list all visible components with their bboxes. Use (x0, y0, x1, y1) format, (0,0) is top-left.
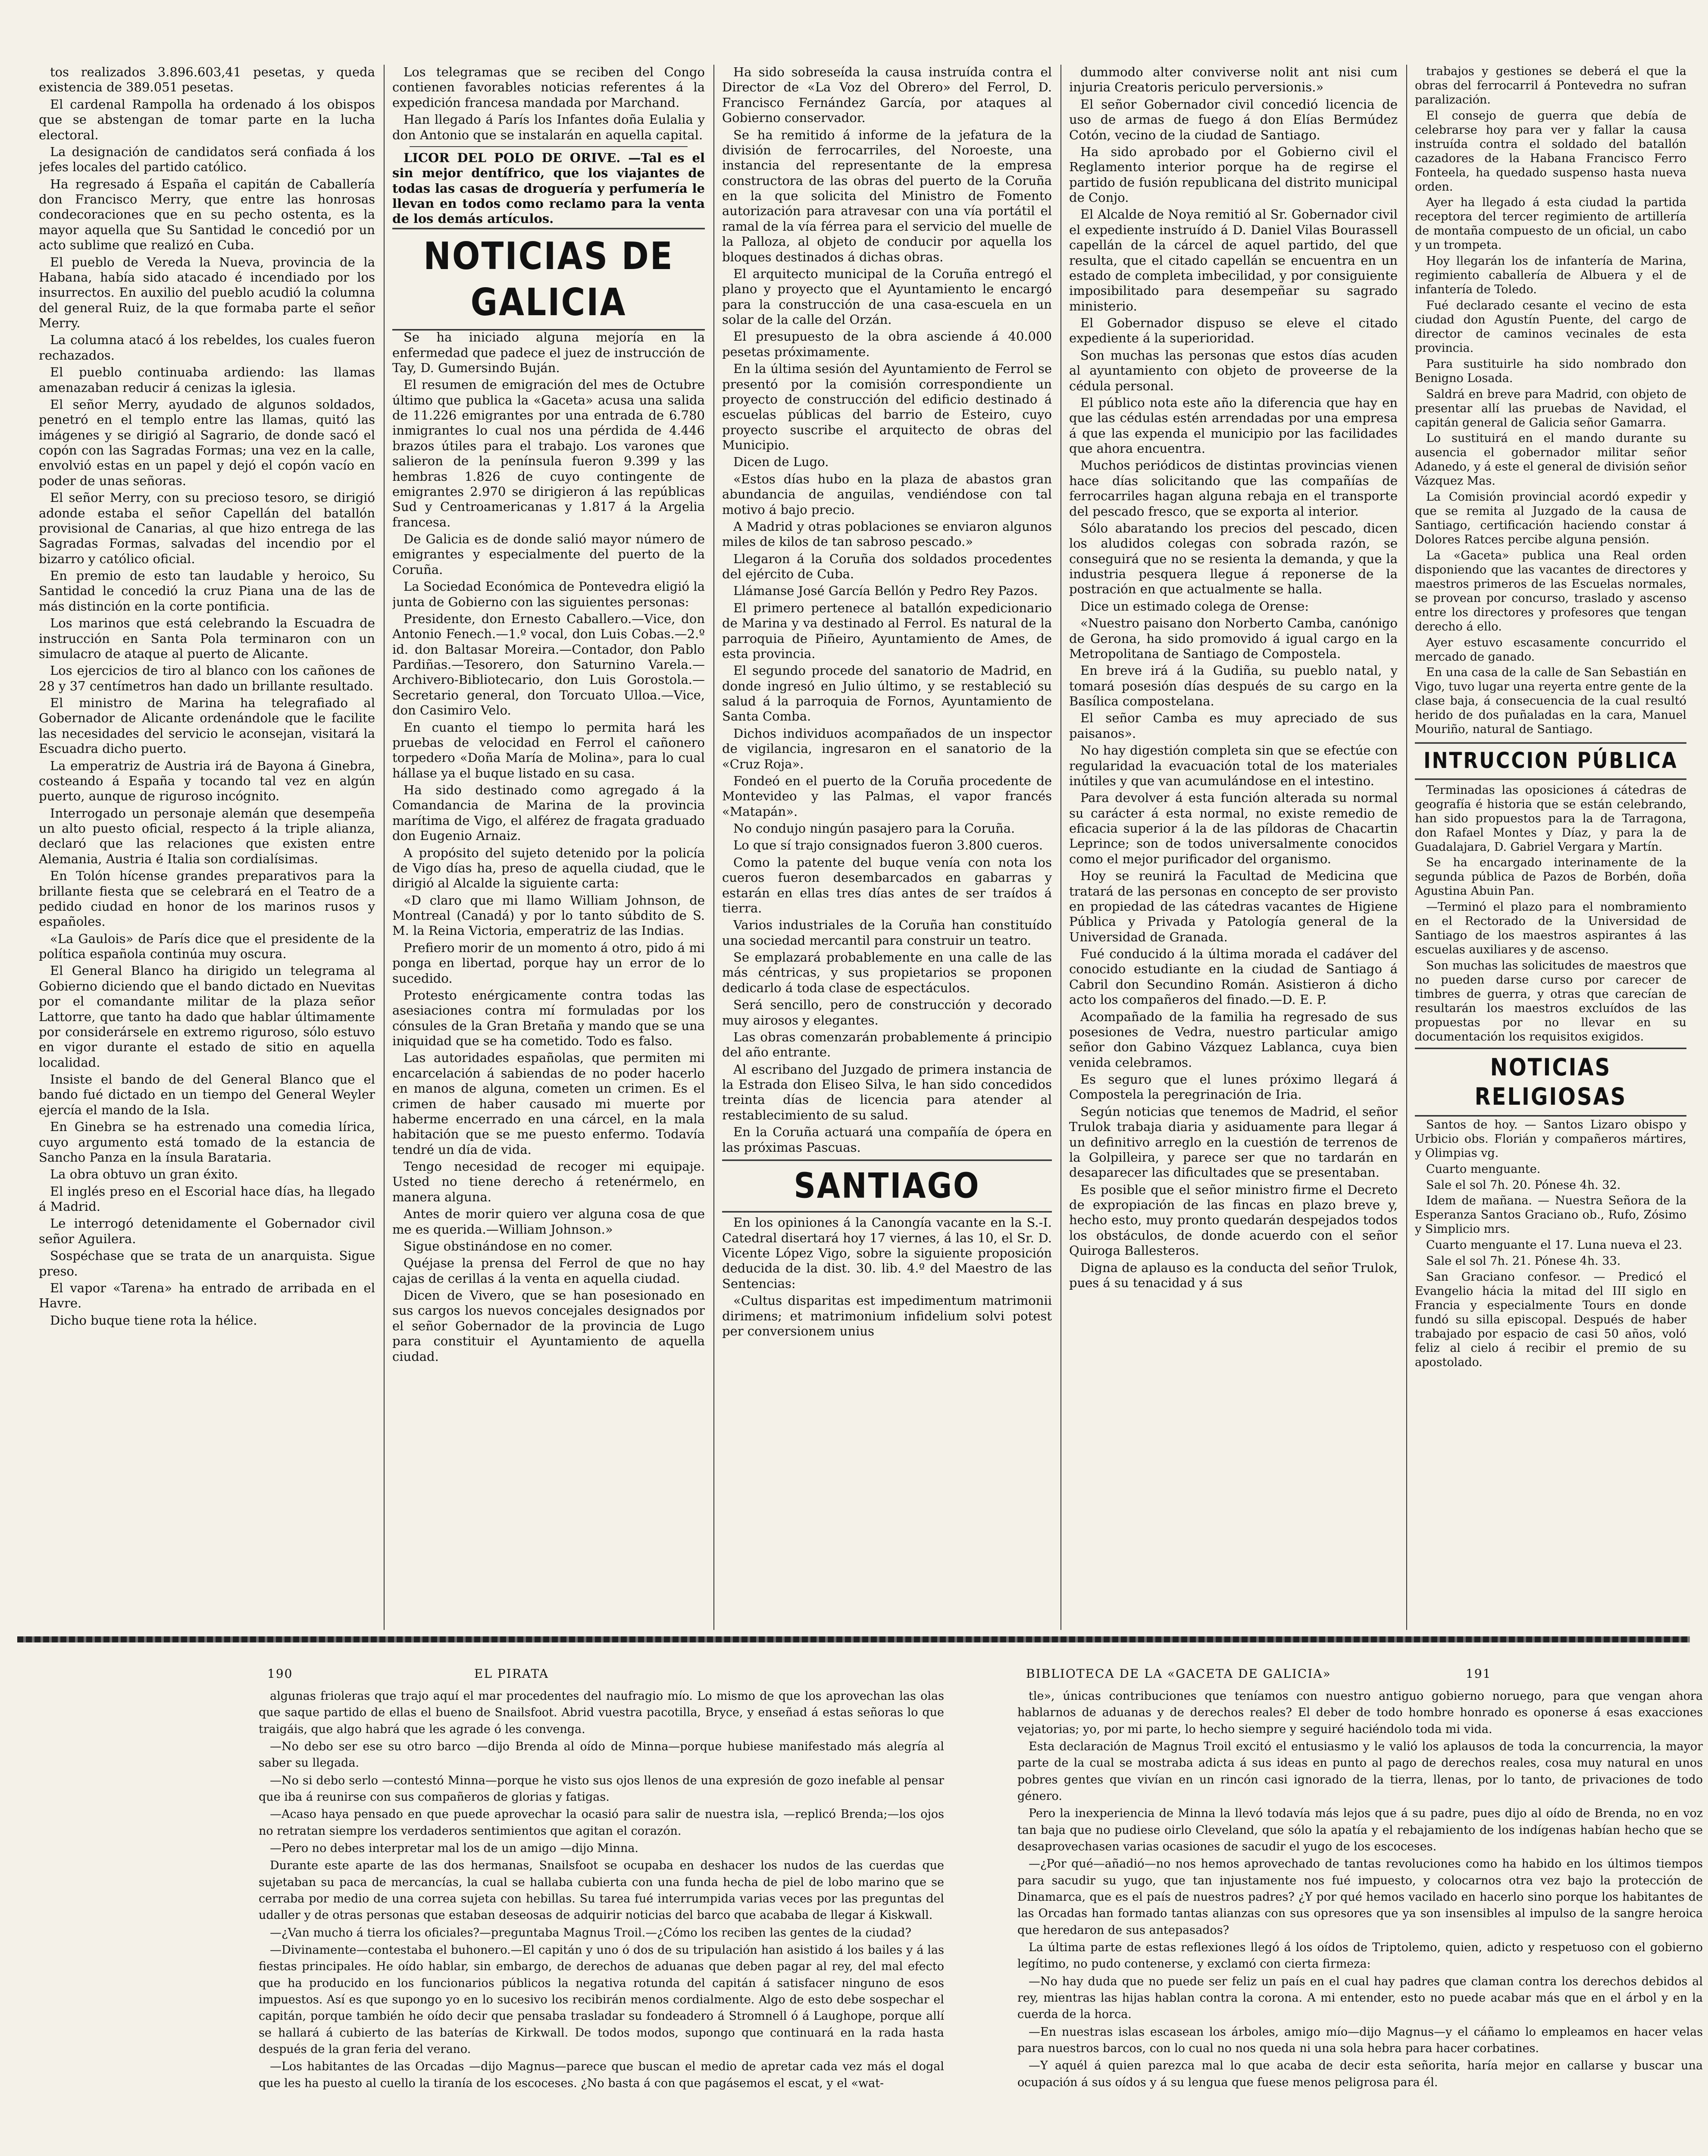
running-head-left: EL PIRATA (474, 1667, 549, 1681)
col5-paragraphs (1415, 65, 1686, 737)
paragraph: Ayer ha llegado á esta ciudad la partida receptora del tercer regimiento de artillería de montaña compuesto de un oficial, un cabo y un trompeta. (1415, 196, 1686, 252)
paragraph: Varios industriales de la Coruña han constituído una sociedad mercantil para construir un teatro. (722, 918, 1052, 948)
paragraph: A propósito del sujeto detenido por la policía de Vigo días ha, preso de aquella ciudad, que le dirigió al Alcalde la siguiente carta: (392, 845, 705, 891)
running-head-right: BIBLIOTECA DE LA «GACETA DE GALICIA» (1026, 1667, 1331, 1681)
paragraph: En una casa de la calle de San Sebastián en Vigo, tuvo lugar una reyerta entre gente de la clase baja, á consecuencia de la cual resultó herido de dos puñaladas en la cara, Manuel Mouriño, natural de Santiago. (1415, 666, 1686, 736)
paragraph: Son muchas las solicitudes de maestros que no pueden darse curso por carecer de timbres de guerra, y otras que carecían de resultarán los maestros excluídos de las propuestas por no llevar en su documentación los requisitos exigidos. (1415, 959, 1686, 1044)
paragraph: Tengo necesidad de recoger mi equipaje. Usted no tiene derecho á retenérmelo, en manera alguna. (392, 1159, 705, 1204)
paragraph: La Sociedad Económica de Pontevedra eligió la junta de Gobierno con las siguientes personas: (392, 579, 705, 609)
paragraph: El pueblo continuaba ardiendo: las llamas amenazaban reducir á cenizas la iglesia. (39, 365, 375, 395)
paragraph: Cuarto menguante. (1426, 1162, 1541, 1176)
paragraph: «Nuestro paisano don Norberto Camba, canónigo de Gerona, ha sido promovido á igual cargo en la Metropolitana de Santiago de Compostela. (1069, 616, 1398, 661)
paragraph: El presupuesto de la obra asciende á 40.000 pesetas próximamente. (722, 329, 1052, 359)
paragraph: Cuarto menguante el 17. Luna nueva el 23. (1426, 1238, 1683, 1252)
paragraph: «Cultus disparitas est impedimentum matrimonii dirimens; et matrimonium infidelium solvi potest per conversionem unius (722, 1293, 1052, 1338)
paragraph: El resumen de emigración del mes de Octubre último que publica la «Gaceta» acusa una salida de 11.226 emigrantes por una entrada de 6.780 inmigrantes lo cual nos una pérdida de 4.446 brazos útiles para el trabajo. Los varones que salieron de la península fueron 9.399 y las hembras 1.826 de cuyo contingente de emigrantes 2.970 se dirigieron á las repúblicas Sud y Centroamericanas y 1.817 á la Argelia francesa. (392, 377, 705, 530)
paragraph: trabajos y gestiones se deberá el que la obras del ferrocarril á Pontevedra no sufran paralización. (1415, 65, 1686, 107)
paragraph: El Gobernador dispuso se eleve el citado expediente á la superioridad. (1069, 316, 1398, 346)
column-5 (1415, 65, 1686, 1630)
paragraph: Acompañado de la familia ha regresado de sus posesiones de Vedra, nuestro particular amigo señor don Gabino Vázquez Lablanca, cuya bien venida celebramos. (1069, 1009, 1398, 1070)
paragraph: Se ha iniciado alguna mejoría en la enfermedad que padece el juez de instrucción de Tay, D. Gumersindo Buján. (392, 330, 705, 375)
paragraph: —Pero no debes interpretar mal los de un amigo —dijo Minna. (270, 1841, 639, 1855)
paragraph: La «Gaceta» publica una Real orden disponiendo que las vacantes de directores y maestros primeros de las Escuelas normales, se provean por concurso, traslado y ascenso entre los directores y profesores que tengan derecho á ello. (1415, 548, 1686, 633)
paragraph: No hay digestión completa sin que se efectúe con regularidad la evacuación total de los materiales inútiles y que van acumulándose en el intestino. (1069, 743, 1398, 788)
paragraph: Ha regresado á España el capitán de Caballería don Francisco Merry, que entre las honrosas condecoraciones que en su pecho ostenta, es la mayor aquella que Su Santidad le concedió por un acto sublime que realizó en Cuba. (39, 176, 375, 253)
paragraph: «D claro que mi llamo William Johnson, de Montreal (Canadá) y por lo tanto súbdito de S. M. la Reina Victoria, emperatriz de las Indias. (392, 893, 705, 938)
paragraph: Sale el sol 7h. 20. Pónese 4h. 32. (1426, 1178, 1621, 1192)
col1-paragraphs (39, 65, 375, 1328)
paragraph: tos realizados 3.896.603,41 pesetas, y queda existencia de 389.051 pesetas. (39, 65, 375, 95)
paragraph: Sigue obstinándose en no comer. (404, 1238, 613, 1253)
paragraph: El señor Merry, con su precioso tesoro, se dirigió adonde estaba el señor Capellán del batallón provisional de Canarias, al que hizo entrega de las Sagradas Formas, salvadas del incendio por el bizarro y católico oficial. (39, 490, 375, 566)
paragraph: La designación de candidatos será confiada á los jefes locales del partido católico. (39, 144, 375, 175)
paragraph: dummodo alter conviverse nolit ant nisi cum injuria Creatoris periculo perversionis.» (1069, 65, 1398, 95)
paragraph: En cuanto el tiempo lo permita hará les pruebas de velocidad en Ferrol el cañonero torpedero «Doña María de Molina», para lo cual hállase ya el buque listado en su casa. (392, 720, 705, 780)
paragraph: A Madrid y otras poblaciones se enviaron algunos miles de kilos de tan sabroso pescado.» (722, 519, 1052, 549)
paragraph: Fué conducido á la última morada el cadáver del conocido estudiante en la ciudad de Santiago á Cabril don Secundino Román. Asistieron á dicho acto los compañeros del finado.—D. E. P. (1069, 946, 1398, 1007)
paragraph: «Estos días hubo en la plaza de abastos gran abundancia de anguilas, vendiéndose con tal motivo á bajo precio. (722, 471, 1052, 517)
paragraph: Digna de aplauso es la conducta del señor Trulok, pues á su tenacidad y á sus (1069, 1260, 1398, 1290)
column-1 (39, 65, 375, 1630)
paragraph: El señor Merry, ayudado de algunos soldados, penetró en el templo entre las llamas, quitó las imágenes y se dirigió al Sagrario, de donde sacó el copón con las Sagradas Formas; una vez en la calle, envolvió estas en un papel y dejó el copón vacío en poder de unas señoras. (39, 397, 375, 488)
paragraph: Sólo abaratando los precios del pescado, dicen los aludidos colegas con sobrada razón, se conseguirá que no se resienta la demanda, y que la industria pesquera llegue á reponerse de la postración en que actualmente se halla. (1069, 520, 1398, 597)
paragraph: Las autoridades españolas, que permiten mi encarcelación á sabiendas de no poder hacerlo en manos de alguna, cometen un crimen. Es el crimen de haber causado mi muerte por haberme encerrado en una cárcel, en la mala habitación que se me puesto enfermo. Todavía tendré un día de vida. (392, 1050, 705, 1157)
paragraph: Para sustituirle ha sido nombrado don Benigno Losada. (1415, 357, 1686, 385)
lower-right-paragraphs (1017, 1688, 1703, 2091)
paragraph: El arquitecto municipal de la Coruña entregó el plano y proyecto que el Ayuntamiento le encargó para la construcción de una casa-escuela en un solar de la calle del Orzán. (722, 266, 1052, 327)
col3-paragraphs-post (722, 1215, 1052, 1339)
paragraph: Dice un estimado colega de Orense: (1080, 599, 1309, 614)
column-rule (384, 65, 385, 1630)
section-title-galicia: NOTICIAS DE GALICIA (392, 228, 705, 331)
paragraph: La última parte de estas reflexiones llegó á los oídos de Triptolemo, quien, adicto y respetuoso con el gobierno legítimo, no pudo contenerse, y exclamó con cierta firmeza: (1017, 1940, 1703, 1971)
paragraph: —Y aquél á quien parezca mal lo que acaba de decir esta señorita, haría mejor en callarse y buscar una ocupación á sus oídos y á su lengua que fuese menos peligrosa para él. (1017, 2059, 1703, 2089)
paragraph: La emperatriz de Austria irá de Bayona á Ginebra, costeando á España y tocando tal vez en algún puerto, aunque de riguroso incógnito. (39, 758, 375, 804)
paragraph: Durante este aparte de las dos hermanas, Snailsfoot se ocupaba en deshacer los nudos de las cuerdas que sujetaban su paca de mercancías, la cual se hallaba cubierta con una funda hecha de piel de lobo marino que se cerraba por medio de una correa sujeta con hebillas. Su tarea fué interrumpida varias veces por las preguntas del udaller y de otras personas que estaban deseosas de adquirir noticias del barco que acababa de llegar á Kiskwall. (259, 1859, 944, 1922)
paragraph: El segundo procede del sanatorio de Madrid, en donde ingresó en Julio último, y se restableció su salud á la parroquia de Fornos, Ayuntamiento de Santa Comba. (722, 663, 1052, 724)
paragraph: Los ejercicios de tiro al blanco con los cañones de 28 y 37 centímetros han dado un brillante resultado. (39, 663, 375, 693)
column-rule (1060, 65, 1061, 1630)
paragraph: Llegaron á la Coruña dos soldados procedentes del ejército de Cuba. (722, 551, 1052, 581)
paragraph: Será sencillo, pero de construcción y decorado muy airosos y elegantes. (722, 997, 1052, 1028)
col4-paragraphs (1069, 65, 1398, 1291)
paragraph: En Ginebra se ha estrenado una comedia lírica, cuyo argumento está tomado de la estancia de Sancho Panza en la ínsula Barataria. (39, 1119, 375, 1165)
paragraph: Lo sustituirá en el mando durante su ausencia el gobernador militar señor Adanedo, y á este el general de división señor Vázquez Mas. (1415, 432, 1686, 488)
paragraph: algunas frioleras que trajo aquí el mar procedentes del naufragio mío. Lo mismo de que los aprovechan las olas que saque partido de ellas el bueno de Snailsfoot. Abrid vuestra pacotilla, Bryce, y enseñad á estas señoras lo que traigáis, que algo habrá que les agrade ó les convenga. (259, 1689, 944, 1736)
paragraph: Prefiero morir de un momento á otro, pido á mi ponga en libertad, porque hay un error de lo sucedido. (392, 940, 705, 986)
paragraph: El ministro de Marina ha telegrafiado al Gobernador de Alicante ordenándole que le facilite las necesidades del servicio le aconsejan, visitará la Escuadra dicho puerto. (39, 696, 375, 756)
paragraph: —Los habitantes de las Orcadas —dijo Magnus—parece que buscan el medio de apretar cada vez más el dogal que les ha puesto al cuello la tiranía de los escoceses. ¿No basta á con que pagásemos el escat, y el «wat- (259, 2060, 944, 2090)
lower-right-page (1017, 1688, 1703, 2156)
paragraph: El señor Camba es muy apreciado de sus paisanos». (1069, 711, 1398, 741)
paragraph: Santos de hoy. — Santos Lizaro obispo y Urbicio obs. Florián y compañeros mártires, y Olimpias vg. (1415, 1118, 1686, 1160)
col5-religiosas (1415, 1118, 1686, 1370)
paragraph: Es posible que el señor ministro firme el Decreto de expropiación de las fincas en plazo breve y, hecho esto, muy pronto quedarán despejados todos los obstáculos, de donde acuerdo con el señor Quiroga Ballesteros. (1069, 1182, 1398, 1258)
paragraph: En premio de esto tan laudable y heroico, Su Santidad le concedió la cruz Piana una de las de más distinción en la corte pontificia. (39, 568, 375, 614)
section-title-santiago: SANTIAGO (722, 1159, 1052, 1213)
paragraph: Ha sido destinado como agregado á la Comandancia de Marina de la provincia marítima de Vigo, el alférez de fragata graduado don Eugenio Arnaiz. (392, 783, 705, 843)
section-title-instruccion: INTRUCCION PÚBLICA (1415, 742, 1686, 780)
lower-left-page (259, 1688, 944, 2156)
paragraph: El Alcalde de Noya remitió al Sr. Gobernador civil el expediente instruído á D. Daniel Vilas Bourassell capellán de la cárcel de aquel partido, del que resulta, que el citado capellán se encuentra en un estado de completa imbecilidad, y por consiguiente imposibilitado para desempeñar su sagrado ministerio. (1069, 207, 1398, 313)
paragraph: Al escribano del Juzgado de primera instancia de la Estrada don Eliseo Silva, le han sido concedidos treinta días de licencia para atender al restablecimiento de su salud. (722, 1062, 1052, 1122)
paragraph: Sospéchase que se trata de un anarquista. Sigue preso. (39, 1248, 375, 1279)
column-3 (722, 65, 1052, 1630)
paragraph: Insiste el bando de del General Blanco que el bando fué dictado en un tiempo del General Weyler ejercía el mando de la Isla. (39, 1072, 375, 1117)
paragraph: Las obras comenzarán probablemente á principio del año entrante. (722, 1029, 1052, 1060)
paragraph: Quéjase la prensa del Ferrol de que no hay cajas de cerillas á la venta en aquella ciudad. (392, 1256, 705, 1286)
paragraph: El cardenal Rampolla ha ordenado á los obispos que se abstengan de tomar parte en la lucha electoral. (39, 97, 375, 142)
paragraph: En la Coruña actuará una compañía de ópera en las próximas Pascuas. (722, 1125, 1052, 1155)
paragraph: Terminadas las oposiciones á cátedras de geografía é historia que se están celebrando, han sido propuestos para la de Tarragona, don Rafael Montes y Díaz, y para la de Guadalajara, D. Gabriel Vergara y Martín. (1415, 783, 1686, 854)
paragraph: El señor Gobernador civil concedió licencia de uso de armas de fuego á don Elías Bermúdez Cotón, vecino de la ciudad de Santiago. (1069, 97, 1398, 142)
paragraph: —Divinamente—contestaba el buhonero.—El capitán y uno ó dos de su tripulación han asistido á los bailes y á las fiestas principales. He oído hablar, sin embargo, de derechos de aduanas que deben pagar al rey, del mal efecto que ha producido en los funcionarios públicos la negativa rotunda del capitán á satisfacer ninguno de esos impuestos. Así es que supongo yo en lo sucesivo los recibirán menos cordialmente. Algo de esto debe sospechar el capitán, porque también he oído decir que pensaba trasladar su fondeadero á Stromnell ó á Laughope, porque allí se hallará á cubierto de las baterías de Kirkwall. De todos modos, supongo que continuará en la rada hasta después de la gran feria del verano. (259, 1943, 944, 2056)
paragraph: El vapor «Tarena» ha entrado de arribada en el Havre. (39, 1280, 375, 1311)
page-number-left: 190 (267, 1667, 293, 1681)
paragraph: Saldrá en breve para Madrid, con objeto de presentar allí las pruebas de Navidad, el capitán general de Galicia señor Gamarra. (1415, 387, 1686, 429)
col3-paragraphs-pre (722, 65, 1052, 1155)
paragraph: Es seguro que el lunes próximo llegará á Compostela la peregrinación de Iria. (1069, 1072, 1398, 1102)
paragraph: Muchos periódicos de distintas provincias vienen hace días solicitando que las compañías de ferrocarriles hagan alguna rebaja en el transporte del pescado fresco, que se exporta al interior. (1069, 458, 1398, 519)
paragraph: En los opiniones á la Canongía vacante en la S.-I. Catedral disertará hoy 17 viernes, á las 10, el Sr. D. Vicente López Vigo, sobre la siguiente proposición deducida de la dist. 30. lib. 4.º del Maestro de las Sentencias: (722, 1215, 1052, 1291)
paragraph: Fué declarado cesante el vecino de esta ciudad don Agustín Puente, del cargo de director de caminos vecinales de esta provincia. (1415, 299, 1686, 355)
paragraph: Dicho buque tiene rota la hélice. (50, 1313, 257, 1328)
paragraph: Presidente, don Ernesto Caballero.—Vice, don Antonio Fenech.—1.º vocal, don Luis Cobas.—2.º id. don Baltasar Moreira.—Contador, don Pablo Pardiñas.—Tesorero, don Saturnino Varela.—Archivero-Bibliotecario, don Luis Gorostola.—Secretario general, don Torcuato Ulloa.—Vice, don Casimiro Velo. (392, 611, 705, 718)
paragraph: —¿Por qué—añadió—no nos hemos aprovechado de tantas revoluciones como ha habido en los últimos tiempos para sacudir su yugo, que tan injustamente nos fué impuesto, y colocarnos otra vez bajo la protección de Dinamarca, que es el país de nuestros padres? ¿Y por qué hemos vacilado en hacerlo sino porque los habitantes de las Orcadas han formado tantas alianzas con sus opresores que ya son insensibles al impulso de la sangre heroica que heredaron de sus antepasados? (1017, 1857, 1703, 1937)
paragraph: Los telegramas que se reciben del Congo contienen favorables noticias referentes á la expedición francesa mandada por Marchand. (392, 65, 705, 110)
paragraph: San Graciano confesor. — Predicó el Evangelio hácia la mitad del III siglo en Francia y especialmente Tours en donde fundó su silla episcopal. Después de haber trabajado por espacio de casi 50 años, voló feliz al cielo á recibir el premio de su apostolado. (1415, 1270, 1686, 1369)
paragraph: Esta declaración de Magnus Troil excitó el entusiasmo y le valió los aplausos de toda la concurrencia, la mayor parte de la cual se mostraba adicta á sus ideas en punto al pago de derechos reales, cosa muy natural en unos pobres gentes que vivían en un rincón casi ignorado de la tierra, llenas, por lo tanto, de privaciones de todo género. (1017, 1739, 1703, 1803)
paragraph: Hoy se reunirá la Facultad de Medicina que tratará de las personas en concepto de ser provisto en propiedad de las cátedras vacantes de Higiene Pública y Privada y Patología general de la Universidad de Granada. (1069, 868, 1398, 944)
paragraph: Ha sido aprobado por el Gobierno civil el Reglamento interior porque ha de regirse el partido de fusión republicana del distrito municipal de Conjo. (1069, 144, 1398, 205)
paragraph: La Comisión provincial acordó expedir y que se remita al Juzgado de la causa de Santiago, certificación haciendo constar á Dolores Ratces percibe alguna pensión. (1415, 490, 1686, 546)
paragraph: Interrogado un personaje alemán que desempeña un alto puesto oficial, respecto á la triple alianza, declaró que las relaciones que existen entre Alemania, Austria é Italia son cordialísimas. (39, 805, 375, 866)
ad-licor: LICOR DEL POLO DE ORIVE. —Tal es el sin mejor dentífrico, que los viajantes de todas las casas de droguería y perfumería le llevan en todos como reclamo para la venta de los demás artículos. (392, 150, 705, 226)
paragraph: —No hay duda que no puede ser feliz un país en el cual hay padres que claman contra los derechos debidos al rey, mientras las hijas hablan contra la corona. A mi entender, esto no puede acabar más que en el árbol y en la cuerda de la horca. (1017, 1974, 1703, 2021)
paragraph: —Terminó el plazo para el nombramiento en el Rectorado de la Universidad de Santiago de los maestros aspirantes á las escuelas auxiliares y de ascenso. (1415, 900, 1686, 957)
paragraph: No condujo ningún pasajero para la Coruña. (733, 821, 1015, 836)
paragraph: Los marinos que está celebrando la Escuadra de instrucción en Santa Pola terminaron con un simulacro de ataque al puerto de Alicante. (39, 616, 375, 661)
paragraph: tle», únicas contribuciones que teníamos con nuestro antiguo gobierno noruego, para que vengan ahora hablarnos de aduanas y de derechos reales? El deber de todo hombre honrado es oponerse á esas exacciones vejatorias; yo, por mi parte, lo hecho siempre y seguiré haciéndolo toda mi vida. (1017, 1689, 1703, 1736)
paragraph: Llámanse José García Bellón y Pedro Rey Pazos. (733, 583, 1038, 599)
paragraph: Según noticias que tenemos de Madrid, el señor Trulok trabaja diaria y asiduamente para llegar á un definitivo arreglo en la cuestión de terrenos de la Golpilleira, y parece ser que no tardarán en desaparecer las dificultades que se presentaban. (1069, 1104, 1398, 1180)
paragraph: De Galicia es de donde salió mayor número de emigrantes y especialmente del puerto de la Coruña. (392, 532, 705, 577)
paragraph: —¿Van mucho á tierra los oficiales?—preguntaba Magnus Troil.—¿Cómo los reciben las gentes de la ciudad? (270, 1926, 911, 1940)
paragraph: Ha sido sobreseída la causa instruída contra el Director de «La Voz del Obrero» del Ferrol, D. Francisco Fernández García, por ataques al Gobierno conservador. (722, 65, 1052, 125)
paragraph: El General Blanco ha dirigido un telegrama al Gobierno diciendo que el bando dictado en Nuevitas por el comandante militar de la plaza señor Lattorre, que tanto ha dado que hablar últimamente por considerársele en extremo riguroso, sólo estuvo en vigor durante el estado de sitio en aquella localidad. (39, 963, 375, 1070)
paragraph: Se ha encargado interinamente de la segunda pública de Pazos de Borbén, doña Agustina Abuin Pan. (1415, 856, 1686, 898)
col2-paragraphs-post (392, 330, 705, 1364)
paragraph: Pero la inexperiencia de Minna la llevó todavía más lejos que á su padre, pues dijo al oído de Brenda, no en voz tan baja que no pudiese oirlo Cleveland, que sólo la apatía y el rebajamiento de los indígenas habían hecho que se desaprovechasen varias ocasiones de sacudir el yugo de los escoceses. (1017, 1807, 1703, 1853)
paragraph: El público nota este año la diferencia que hay en que las cédulas estén arrendadas por una empresa á que las expenda el municipio por las facilidades que ahora encuentra. (1069, 395, 1398, 456)
paragraph: En la última sesión del Ayuntamiento de Ferrol se presentó por la comisión correspondiente un proyecto de construcción del edificio destinado á escuelas públicas del barrio de Esteiro, cuyo proyecto suscribe el arquitecto de obras del Municipio. (722, 361, 1052, 452)
paragraph: Hoy llegarán los de infantería de Marina, regimiento caballería de Albuera y el de infantería de Toledo. (1415, 254, 1686, 297)
col5-instruccion (1415, 783, 1686, 1044)
paragraph: Son muchas las personas que estos días acuden al ayuntamiento con objeto de proveerse de la cédula personal. (1069, 348, 1398, 393)
paragraph: Como la patente del buque venía con nota los cueros fueron desembarcados en gabarras y estarán en ellas tres días antes de ser traídos á tierra. (722, 855, 1052, 915)
section-title-religiosas: NOTICIAS RELIGIOSAS (1415, 1047, 1686, 1116)
paragraph: Dicen de Lugo. (733, 454, 829, 470)
col2-paragraphs-pre (392, 65, 705, 143)
paragraph: En breve irá á la Gudiña, su pueblo natal, y tomará posesión días después de su cargo en la Basílica compostelana. (1069, 663, 1398, 708)
paragraph: Le interrogó detenidamente el Gobernador civil señor Aguilera. (39, 1216, 375, 1246)
paragraph: Fondeó en el puerto de la Coruña procedente de Montevideo y las Palmas, el vapor francés «Matapán». (722, 773, 1052, 819)
paragraph: La columna atacó á los rebeldes, los cuales fueron rechazados. (39, 332, 375, 363)
paragraph: Protesto enérgicamente contra todas las asesiaciones contra mí formuladas por los cónsules de la Gran Bretaña y mando que se una iniquidad que se ha cometido. Todo es falso. (392, 987, 705, 1049)
paragraph: —No si debo serlo —contestó Minna—porque he visto sus ojos llenos de una expresión de gozo inefable al pensar que iba á reunirse con sus compañeros de glorias y fatigas. (259, 1774, 944, 1804)
paragraph: Ayer estuvo escasamente concurrido el mercado de ganado. (1415, 636, 1686, 664)
column-4 (1069, 65, 1398, 1630)
page-number-right: 191 (1466, 1667, 1492, 1681)
paragraph: Han llegado á París los Infantes doña Eulalia y don Antonio que se instalarán en aquella capital. (392, 112, 705, 142)
lower-left-paragraphs (259, 1688, 944, 2092)
paragraph: El inglés preso en el Escorial hace días, ha llegado á Madrid. (39, 1184, 375, 1214)
column-rule (1406, 65, 1407, 1630)
paragraph: El pueblo de Vereda la Nueva, provincia de la Habana, había sido atacado é incendiado por los insurrectos. En auxilio del pueblo acudió la columna del general Ruiz, de la que formaba parte el señor Merry. (39, 254, 375, 330)
paragraph: Sale el sol 7h. 21. Pónese 4h. 33. (1426, 1254, 1621, 1268)
paragraph: Para devolver á esta función alterada su normal su carácter á esta normal, no existe remedio de eficacia superior á la de las píldoras de Chacartin Leprince; son de todos universalmente conocidos como el mejor purificador del organismo. (1069, 790, 1398, 866)
column-rule (713, 65, 714, 1630)
paragraph: El consejo de guerra que debía de celebrarse hoy para ver y fallar la causa instruída contra el soldado del batallón cazadores de la Habana Francisco Ferro Fonteela, ha quedado suspenso hasta nueva orden. (1415, 109, 1686, 194)
paragraph: Dicen de Vivero, que se han posesionado en sus cargos los nuevos concejales designados por el señor Gobernador de la provincia de Lugo para constituir el Ayuntamiento de aquella ciudad. (392, 1288, 705, 1364)
paragraph: —No debo ser ese su otro barco —dijo Brenda al oído de Minna—porque hubiese manifestado más alegría al saber su llegada. (259, 1739, 944, 1770)
paragraph: —En nuestras islas escasean los árboles, amigo mío—dijo Magnus—y el cáñamo lo empleamos en hacer velas para nuestros barcos, con lo cual no nos queda ni una sola hebra para hacer corbatines. (1017, 2025, 1703, 2055)
paragraph: Se ha remitido á informe de la jefatura de la división de ferrocarriles, del Noroeste, una instancia del representante de la empresa constructora de las obras del puerto de la Coruña en la que solicita del Ministro de Fomento autorización para atravesar con una vía portátil el ramal de la vía férrea para el servicio del muelle de la Palloza, al objeto de conducir por aquella los bloques destinados á dichas obras. (722, 127, 1052, 264)
paragraph: En Tolón hícense grandes preparativos para la brillante fiesta que se celebrará en el Teatro de a pedido ciudad en honor de los marinos rusos y españoles. (39, 868, 375, 929)
paragraph: Dichos individuos acompañados de un inspector de vigilancia, ingresaron en el sanatorio de la «Cruz Roja». (722, 726, 1052, 771)
paragraph: Lo que sí trajo consignados fueron 3.800 cueros. (733, 838, 1043, 853)
ornamental-rule (17, 1636, 1690, 1642)
paragraph: La obra obtuvo un gran éxito. (50, 1167, 238, 1182)
paragraph: Se emplazará probablemente en una calle de las más céntricas, y sus propietarios se proponen dedicarlo á toda clase de espectáculos. (722, 950, 1052, 995)
divider (410, 146, 688, 147)
paragraph: «La Gaulois» de París dice que el presidente de la política española continúa muy oscura. (39, 931, 375, 961)
paragraph: El primero pertenece al batallón expedicionario de Marina y va destinado al Ferrol. Es natural de la parroquia de Piñeiro, Ayuntamiento de Ames, de esta provincia. (722, 600, 1052, 661)
paragraph: Idem de mañana. — Nuestra Señora de la Esperanza Santos Graciano ob., Rufo, Zósimo y Simplicio mrs. (1415, 1194, 1686, 1236)
paragraph: —Acaso haya pensado en que puede aprovechar la ocasió para salir de nuestra isla, —replicó Brenda;—los ojos no retratan siempre los verdaderos sentimientos que agitan el corazón. (259, 1808, 944, 1838)
paragraph: Antes de morir quiero ver alguna cosa de que me es querida.—William Johnson.» (392, 1206, 705, 1237)
column-2 (392, 65, 705, 1630)
